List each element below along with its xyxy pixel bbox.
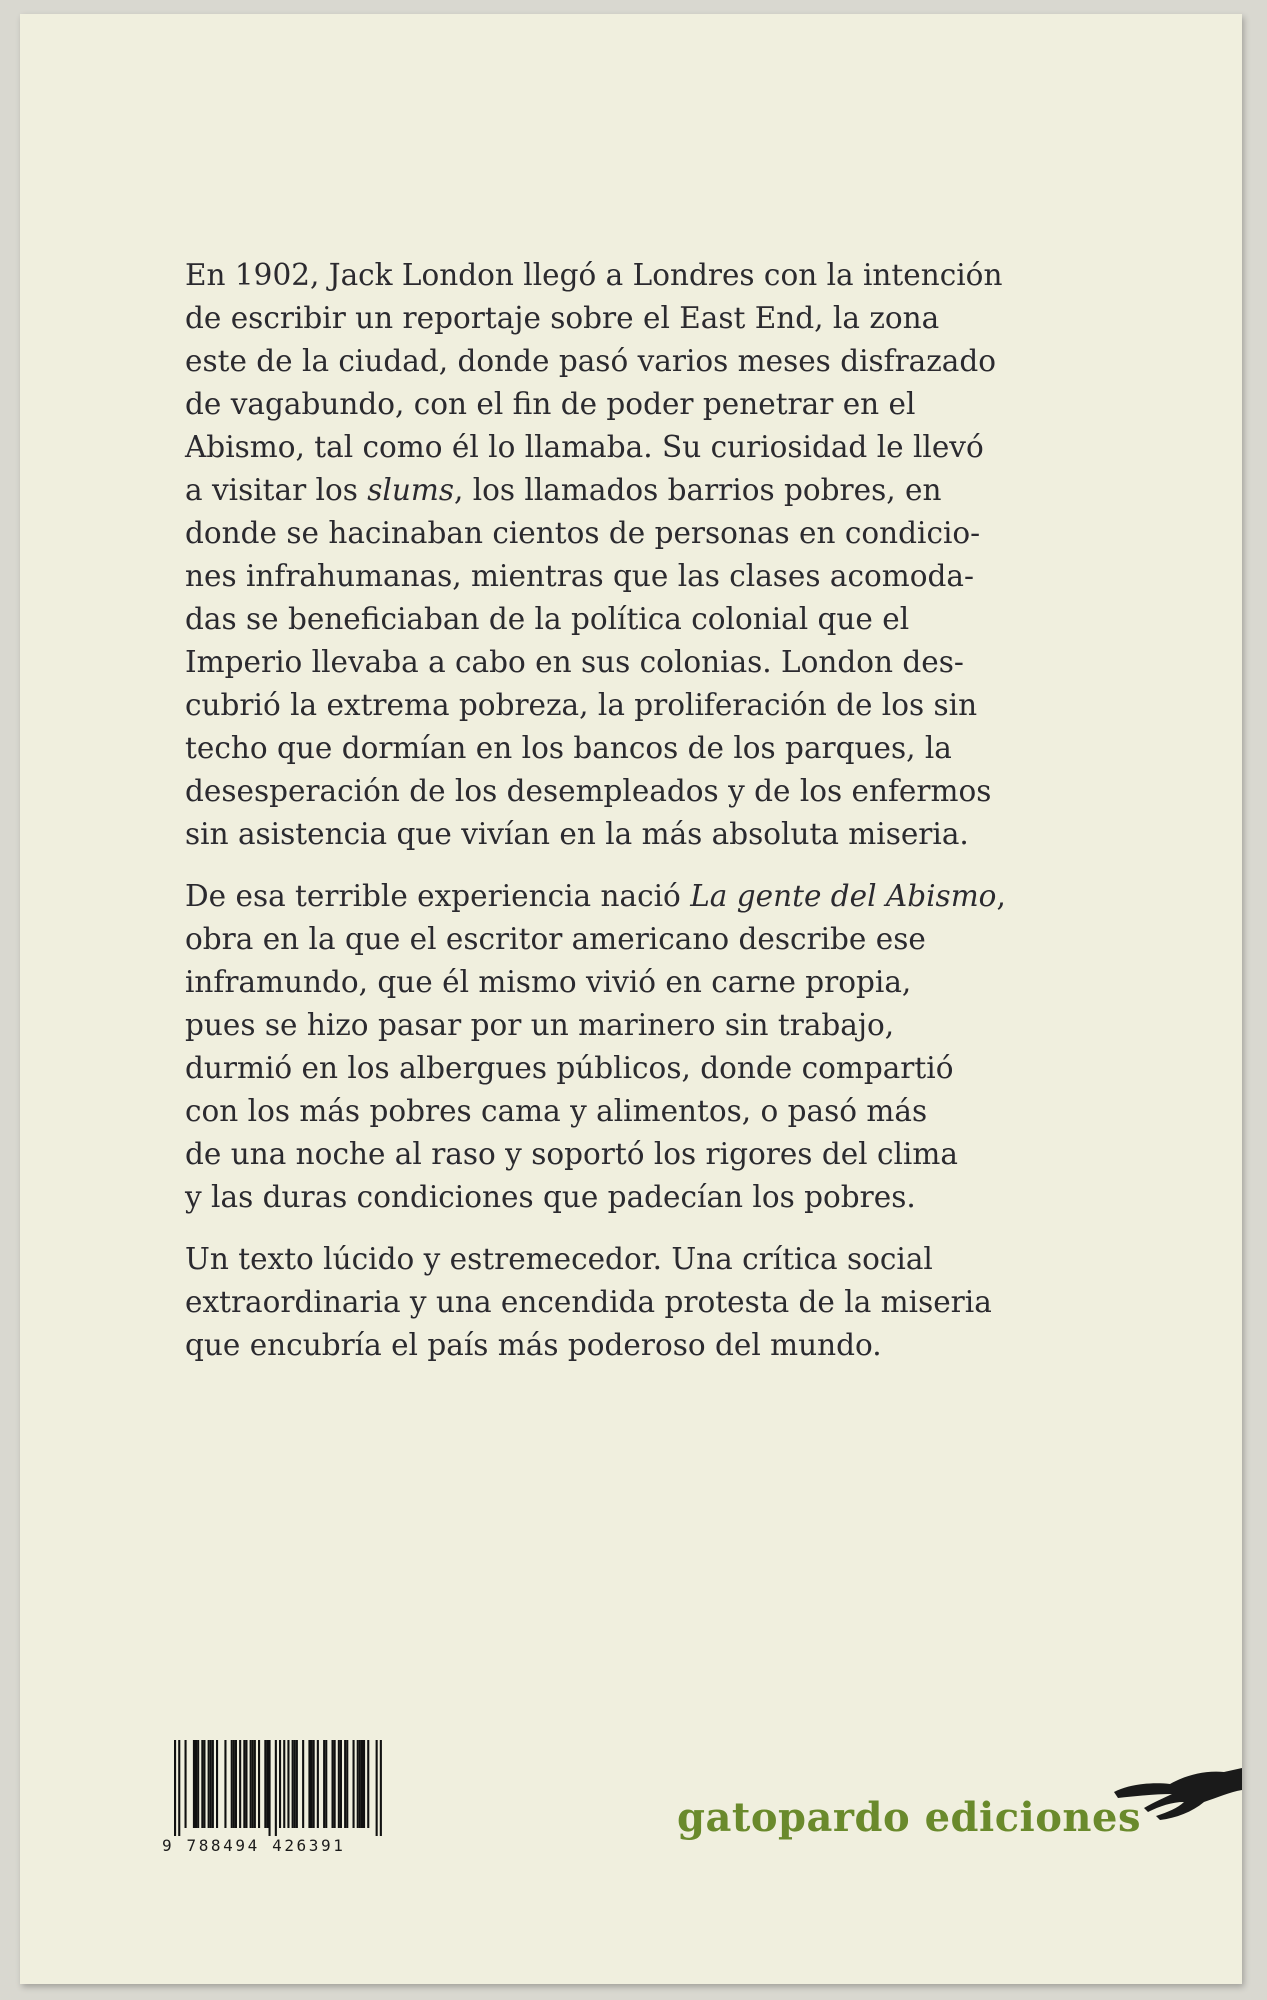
barcode-bar <box>287 1740 289 1828</box>
barcode-bar <box>340 1740 342 1828</box>
barcode-bar <box>233 1740 235 1828</box>
leaping-leopard-logo-icon <box>1112 1762 1242 1822</box>
barcode-bar <box>323 1740 325 1828</box>
text-line: que encubría el país más poderoso del mundo. <box>185 1328 882 1362</box>
publisher-name: gatopardo ediciones <box>677 1794 1141 1841</box>
barcode-bar <box>361 1740 363 1828</box>
barcode-bar <box>311 1740 313 1828</box>
text-segment: a visitar los <box>185 473 368 507</box>
barcode-bar <box>302 1740 304 1828</box>
text-line: con los más pobres cama y alimentos, o pasó más <box>185 1094 928 1128</box>
text-line: de escribir un reportaje sobre el East End, la zona <box>185 301 940 335</box>
barcode-bar <box>313 1740 315 1828</box>
barcode-bar <box>208 1740 210 1828</box>
barcode-bar <box>334 1740 336 1828</box>
barcode-bar <box>380 1740 382 1836</box>
barcode-bar <box>338 1740 340 1828</box>
barcode-bar <box>357 1740 359 1828</box>
barcode-bar <box>275 1740 277 1836</box>
barcode-bar <box>346 1740 348 1828</box>
text-line: nes infrahumanas, mientras que las clases acomoda- <box>185 559 974 593</box>
barcode-bar <box>174 1740 176 1836</box>
barcode-bar <box>258 1740 260 1828</box>
barcode-bar <box>283 1740 285 1828</box>
text-line: techo que dormían en los bancos de los parques, la <box>185 731 952 765</box>
barcode-bar <box>193 1740 195 1828</box>
barcode-bar <box>231 1740 233 1828</box>
barcode-bar <box>359 1740 361 1828</box>
blurb-paragraph <box>185 1238 1085 1367</box>
barcode-bar <box>245 1740 247 1828</box>
barcode-bar <box>195 1740 197 1828</box>
text-line: das se beneficiaban de la política colonial que el <box>185 602 910 636</box>
barcode-bar <box>353 1740 355 1828</box>
text-segment: , <box>996 879 1006 913</box>
barcode-bar <box>210 1740 212 1828</box>
barcode-bar <box>292 1740 294 1828</box>
barcode-bar <box>212 1740 214 1828</box>
text-line <box>185 469 1085 512</box>
text-line: durmió en los albergues públicos, donde compartió <box>185 1051 954 1085</box>
barcode-bar <box>363 1740 365 1828</box>
barcode-bar <box>250 1740 252 1828</box>
barcode-bar <box>254 1740 256 1828</box>
barcode-bar <box>296 1740 298 1828</box>
barcode-bar <box>367 1740 369 1828</box>
text-line: de vagabundo, con el fin de poder penetrar en el <box>185 387 916 421</box>
barcode-bar <box>201 1740 203 1828</box>
barcode-bar <box>317 1740 319 1828</box>
text-line: pues se hizo pasar por un marinero sin trabajo, <box>185 1008 895 1042</box>
text-line: de una noche al raso y soportó los rigores del clima <box>185 1137 958 1171</box>
barcode-bar <box>266 1740 268 1828</box>
text-line: Imperio llevaba a cabo en sus colonias. London des- <box>185 645 964 679</box>
text-line: y las duras condiciones que padecían los pobres. <box>185 1180 916 1214</box>
barcode-bar <box>178 1740 180 1836</box>
barcode-bar <box>203 1740 205 1828</box>
text-line: extraordinaria y una encendida protesta de la miseria <box>185 1285 992 1319</box>
barcode <box>162 1740 462 1855</box>
barcode-bar <box>269 1740 271 1836</box>
text-segment: De esa terrible experiencia nació <box>185 879 691 913</box>
text-line: donde se hacinaban cientos de personas en condicio- <box>185 516 981 550</box>
barcode-bar <box>216 1740 218 1828</box>
barcode-bar <box>264 1740 266 1828</box>
barcode-bar <box>252 1740 254 1828</box>
text-line: desesperación de los desempleados y de los enfermos <box>185 774 992 808</box>
text-line: Abismo, tal como él lo llamaba. Su curiosidad le llevó <box>185 430 984 464</box>
blurb-paragraph <box>185 875 1085 1219</box>
barcode-bar <box>239 1740 241 1828</box>
text-line: inframundo, que él mismo vivió en carne propia, <box>185 965 912 999</box>
text-line: este de la ciudad, donde pasó varios meses disfrazado <box>185 344 997 378</box>
text-segment: , los llamados barrios pobres, en <box>453 473 942 507</box>
blurb-paragraph <box>185 254 1085 856</box>
text-line: En 1902, Jack London llegó a Londres con la intención <box>185 258 1003 292</box>
barcode-bar <box>197 1740 199 1828</box>
barcode-bar <box>332 1740 334 1828</box>
barcode-bar <box>376 1740 378 1836</box>
barcode-bar <box>294 1740 296 1828</box>
text-line: Un texto lúcido y estremecedor. Una crítica social <box>185 1242 933 1276</box>
barcode-bar <box>344 1740 346 1828</box>
blurb-text <box>185 254 1085 1386</box>
text-line <box>185 875 1085 918</box>
text-line: obra en la que el escritor americano describe ese <box>185 922 926 956</box>
text-line: sin asistencia que vivían en la más absoluta miseria. <box>185 817 969 851</box>
isbn-digits: 9 788494 426391 <box>162 1836 346 1855</box>
italic-title: slums <box>367 473 454 507</box>
text-line: cubrió la extrema pobreza, la proliferación de los sin <box>185 688 978 722</box>
barcode-bar <box>235 1740 237 1828</box>
italic-title: La gente del Abismo <box>690 879 997 913</box>
barcode-bar <box>325 1740 327 1828</box>
barcode-bar <box>185 1740 187 1828</box>
barcode-bar <box>224 1740 226 1828</box>
back-cover <box>20 14 1242 1984</box>
barcode-icon <box>162 1740 462 1838</box>
barcode-bar <box>243 1740 245 1828</box>
barcode-bar <box>279 1740 281 1828</box>
barcode-bar <box>308 1740 310 1828</box>
